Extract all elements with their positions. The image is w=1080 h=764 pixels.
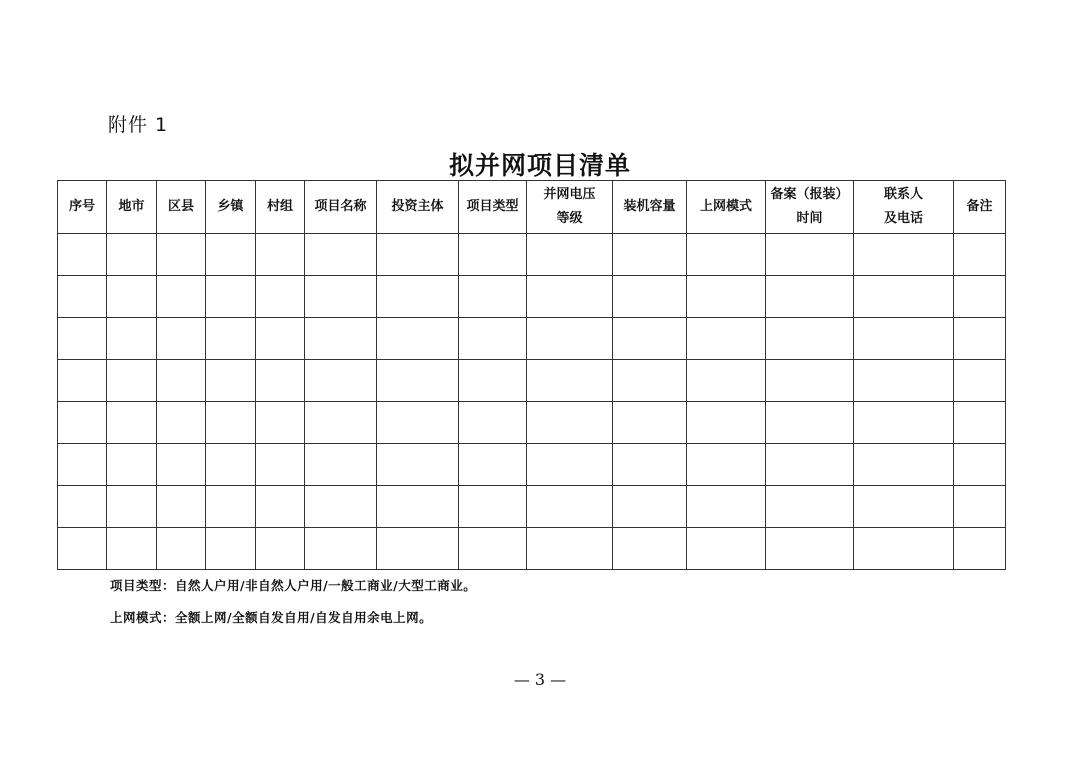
table-cell[interactable] [766,402,854,444]
table-cell[interactable] [377,318,459,360]
table-cell[interactable] [305,402,377,444]
table-cell[interactable] [206,276,256,318]
table-cell[interactable] [613,318,687,360]
header-line1: 装机容量 [623,199,676,214]
table-cell[interactable] [766,360,854,402]
table-cell[interactable] [854,318,954,360]
table-cell[interactable] [206,234,256,276]
header-line1: 序号 [68,199,95,214]
table-cell[interactable] [954,234,1006,276]
table-cell[interactable] [687,318,766,360]
table-cell[interactable] [854,360,954,402]
header-line1: 乡镇 [217,199,244,214]
table-cell[interactable] [107,486,157,528]
table-cell[interactable] [854,402,954,444]
project-list-table [57,180,1006,570]
table-row [58,276,1006,318]
table-cell[interactable] [107,234,157,276]
table-cell[interactable] [58,234,107,276]
table-cell[interactable] [377,234,459,276]
header-cell [107,181,157,234]
table-cell[interactable] [157,276,206,318]
header-line2: 时间 [796,211,823,226]
table-cell[interactable] [157,528,206,570]
header-cell [766,181,854,234]
table-cell[interactable] [206,444,256,486]
table-cell[interactable] [107,276,157,318]
table-cell[interactable] [157,444,206,486]
table-cell[interactable] [58,402,107,444]
table-cell[interactable] [766,276,854,318]
table-cell[interactable] [58,318,107,360]
table-cell[interactable] [377,486,459,528]
table-cell[interactable] [206,402,256,444]
table-cell[interactable] [377,444,459,486]
table-cell[interactable] [459,234,527,276]
table-cell[interactable] [613,234,687,276]
header-line1: 地市 [118,199,145,214]
table-cell[interactable] [954,444,1006,486]
table-cell[interactable] [107,528,157,570]
table-cell[interactable] [206,528,256,570]
table-cell[interactable] [459,444,527,486]
header-cell [527,181,613,234]
table-cell[interactable] [527,276,613,318]
document-title: 拟并网项目清单 [448,151,631,180]
table-cell[interactable] [256,276,305,318]
table-row [58,528,1006,570]
header-cell [157,181,206,234]
header-line1: 上网模式 [699,199,752,214]
table-row [58,234,1006,276]
table-cell[interactable] [527,360,613,402]
table-cell[interactable] [256,360,305,402]
table-cell[interactable] [305,276,377,318]
header-cell [687,181,766,234]
table-cell[interactable] [527,234,613,276]
table-cell[interactable] [954,402,1006,444]
table-cell[interactable] [954,360,1006,402]
table-cell[interactable] [157,318,206,360]
header-line2: 等级 [556,211,583,226]
table-cell[interactable] [256,318,305,360]
header-line1: 项目类型 [466,199,519,214]
table-cell[interactable] [377,528,459,570]
table-cell[interactable] [377,402,459,444]
table-cell[interactable] [766,486,854,528]
attachment-label: 附件 1 [108,114,169,136]
note-project-type: 项目类型：自然人户用/非自然人户用/一般工商业/大型工商业。 [110,578,477,593]
table-cell[interactable] [954,528,1006,570]
table-cell[interactable] [206,486,256,528]
table-cell[interactable] [854,234,954,276]
table-cell[interactable] [256,486,305,528]
table-cell[interactable] [459,318,527,360]
table-cell[interactable] [766,318,854,360]
table-cell[interactable] [766,528,854,570]
table-cell[interactable] [256,528,305,570]
header-cell [58,181,107,234]
table-cell[interactable] [613,402,687,444]
table-cell[interactable] [206,360,256,402]
table-row [58,360,1006,402]
table-cell[interactable] [954,486,1006,528]
table-cell[interactable] [256,402,305,444]
table-cell[interactable] [854,444,954,486]
table-cell[interactable] [613,444,687,486]
table-cell[interactable] [256,234,305,276]
table-row [58,444,1006,486]
table-cell[interactable] [377,360,459,402]
header-line1: 备案（报装） [770,187,849,202]
table-cell[interactable] [157,234,206,276]
table-cell[interactable] [766,234,854,276]
table-cell[interactable] [107,402,157,444]
header-line1: 并网电压 [543,187,596,202]
table-cell[interactable] [613,486,687,528]
table-cell[interactable] [766,444,854,486]
header-cell [377,181,459,234]
table-cell[interactable] [687,528,766,570]
table-cell[interactable] [854,486,954,528]
header-line1: 投资主体 [391,199,444,214]
page-number: — 3 — [513,670,567,689]
table-row [58,486,1006,528]
table-cell[interactable] [157,360,206,402]
table-cell[interactable] [613,528,687,570]
table-cell[interactable] [58,444,107,486]
table-cell[interactable] [256,444,305,486]
table-cell[interactable] [58,360,107,402]
table-cell[interactable] [527,318,613,360]
note-grid-mode: 上网模式：全额上网/全额自发自用/自发自用余电上网。 [110,610,433,625]
header-cell [206,181,256,234]
table-cell[interactable] [107,360,157,402]
table-row [58,318,1006,360]
table-cell[interactable] [954,276,1006,318]
table-cell[interactable] [613,276,687,318]
table-cell[interactable] [305,486,377,528]
table-cell[interactable] [157,402,206,444]
header-line1: 联系人 [883,187,923,202]
header-line1: 备注 [966,199,993,214]
header-line1: 区县 [167,199,194,214]
table-cell[interactable] [459,276,527,318]
table-cell[interactable] [305,234,377,276]
table-cell[interactable] [305,360,377,402]
header-cell [459,181,527,234]
header-cell [954,181,1006,234]
table-cell[interactable] [459,360,527,402]
table-cell[interactable] [687,276,766,318]
table-cell[interactable] [527,402,613,444]
header-line2: 及电话 [883,211,923,226]
table-cell[interactable] [377,276,459,318]
table-body [58,234,1006,570]
header-cell [613,181,687,234]
table-cell[interactable] [58,528,107,570]
table-cell[interactable] [157,486,206,528]
table-row [58,402,1006,444]
table-cell[interactable] [305,318,377,360]
table-cell[interactable] [687,486,766,528]
table-cell[interactable] [459,402,527,444]
table-cell[interactable] [206,318,256,360]
table-cell[interactable] [459,486,527,528]
table-cell[interactable] [854,528,954,570]
table-cell[interactable] [613,360,687,402]
header-line1: 村组 [266,199,293,214]
header-cell [854,181,954,234]
table-cell[interactable] [527,528,613,570]
header-cell [256,181,305,234]
table-header-row [58,181,1006,234]
table-cell[interactable] [305,528,377,570]
header-line1: 项目名称 [314,199,367,214]
table-cell[interactable] [687,234,766,276]
table-cell[interactable] [58,276,107,318]
header-cell [305,181,377,234]
table-cell[interactable] [854,276,954,318]
table-cell[interactable] [305,444,377,486]
table-cell[interactable] [459,528,527,570]
table-cell[interactable] [687,402,766,444]
table-cell[interactable] [687,444,766,486]
table-cell[interactable] [58,486,107,528]
table-cell[interactable] [954,318,1006,360]
table-cell[interactable] [107,444,157,486]
table-cell[interactable] [107,318,157,360]
table-cell[interactable] [527,486,613,528]
table-cell[interactable] [687,360,766,402]
table-cell[interactable] [527,444,613,486]
